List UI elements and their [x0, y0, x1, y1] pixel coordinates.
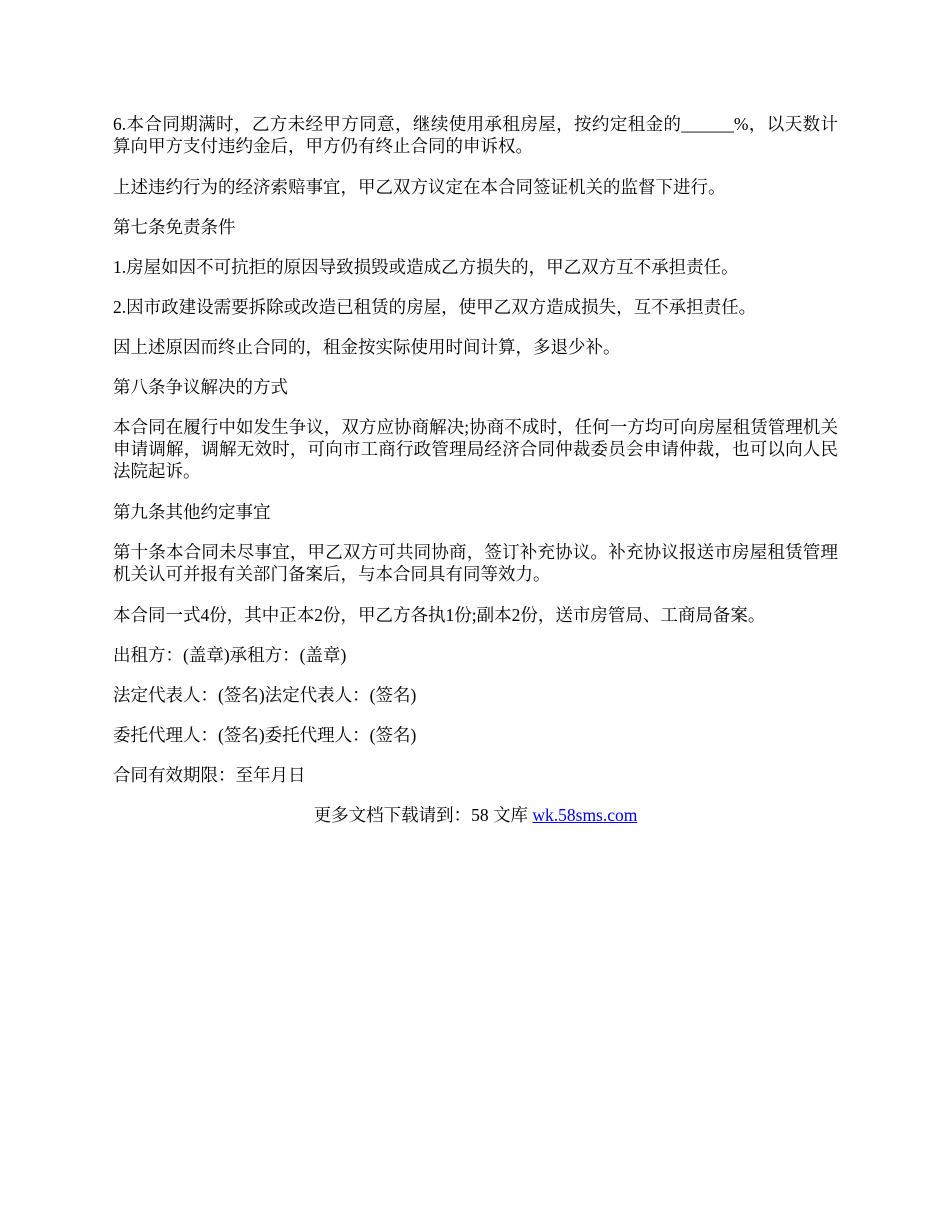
document-page — [113, 113, 838, 826]
footer-prefix-text: 更多文档下载请到：58 文库 — [313, 805, 533, 825]
download-footer — [113, 804, 838, 826]
article-8-heading: 第八条争议解决的方式 — [113, 377, 288, 397]
article-10-paragraph: 第十条本合同未尽事宜，甲乙双方可共同协商，签订补充协议。补充协议报送市房屋租赁管理机关认可并报有关部门备案后，与本合同具有同等效力。 — [113, 542, 838, 584]
clause-6-penalty-paragraph: 6.本合同期满时，乙方未经甲方同意，继续使用承租房屋，按约定租金的______%，以天数计算向甲方支付违约金后，甲方仍有终止合同的申诉权。 — [113, 114, 838, 156]
copies-paragraph: 本合同一式4份，其中正本2份，甲乙方各执1份;副本2份，送市房管局、工商局备案。 — [113, 605, 766, 625]
validity-period-line: 合同有效期限：至年月日 — [113, 765, 306, 785]
dispute-resolution-paragraph: 本合同在履行中如发生争议，双方应协商解决;协商不成时，任何一方均可向房屋租赁管理机关申请调解，调解无效时，可向市工商行政管理局经济合同仲裁委员会申请仲裁，也可以向人民法院起诉。 — [113, 417, 838, 481]
exemption-item-1: 1.房屋如因不可抗拒的原因导致损毁或造成乙方损失的，甲乙双方互不承担责任。 — [113, 257, 739, 277]
lessor-lessee-seal-line: 出租方：(盖章)承租方：(盖章) — [113, 645, 347, 665]
rent-settlement-paragraph: 因上述原因而终止合同的，租金按实际使用时间计算，多退少补。 — [113, 337, 621, 357]
article-7-heading: 第七条免责条件 — [113, 217, 236, 237]
legal-representative-signature-line: 法定代表人：(签名)法定代表人：(签名) — [113, 685, 417, 705]
footer-website-link[interactable]: wk.58sms.com — [532, 805, 638, 825]
agent-signature-line: 委托代理人：(签名)委托代理人：(签名) — [113, 725, 417, 745]
article-9-heading: 第九条其他约定事宜 — [113, 502, 271, 522]
compensation-supervision-paragraph: 上述违约行为的经济索赔事宜，甲乙双方议定在本合同签证机关的监督下进行。 — [113, 177, 726, 197]
exemption-item-2: 2.因市政建设需要拆除或改造已租赁的房屋，使甲乙双方造成损失，互不承担责任。 — [113, 297, 757, 317]
